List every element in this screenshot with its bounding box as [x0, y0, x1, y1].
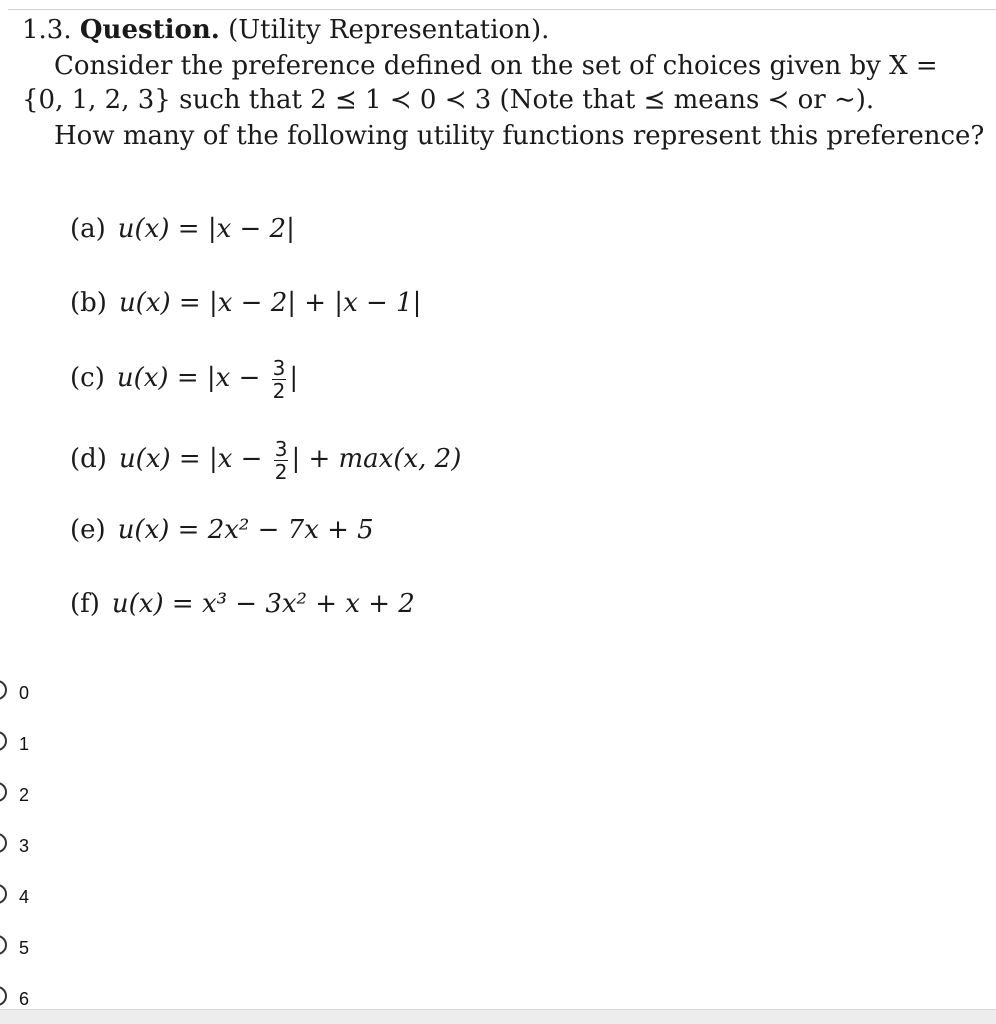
- option-expression: |x − 2| + |x − 1|: [208, 288, 422, 318]
- option-label: (d): [70, 444, 107, 474]
- option-expression: 2x² − 7x + 5: [207, 515, 374, 545]
- answer-choice-3[interactable]: [0, 825, 200, 865]
- option-expression-post: |: [289, 363, 299, 393]
- answer-label[interactable]: 2: [19, 785, 30, 805]
- answer-label[interactable]: 5: [19, 938, 30, 958]
- answer-label[interactable]: 6: [19, 989, 30, 1009]
- fraction-numerator: 3: [274, 436, 288, 461]
- radio-button[interactable]: [0, 680, 7, 700]
- question-number: 1.3.: [22, 15, 72, 45]
- answer-choice-1[interactable]: [0, 723, 200, 763]
- radio-button[interactable]: [0, 935, 7, 955]
- option-lhs: u(x) =: [118, 288, 209, 318]
- answer-label[interactable]: 1: [19, 734, 30, 754]
- option-lhs: u(x) =: [117, 515, 208, 545]
- option-expression: x³ − 3x² + x + 2: [201, 589, 415, 619]
- answer-choice-5[interactable]: [0, 927, 200, 967]
- option-label: (e): [70, 515, 106, 545]
- answer-label[interactable]: 0: [19, 683, 30, 703]
- question-subtitle: (Utility Representation).: [228, 15, 550, 45]
- option-d: [70, 436, 462, 484]
- option-a: [70, 207, 295, 251]
- question-title: Question.: [79, 15, 220, 45]
- answer-choice-0[interactable]: [0, 672, 200, 712]
- option-lhs: u(x) =: [117, 214, 208, 244]
- option-expression-pre: |x −: [208, 444, 271, 474]
- question-text-line-3: How many of the following utility functions represent this preference?: [54, 121, 985, 151]
- radio-button[interactable]: [0, 731, 7, 751]
- question-text-line-2: {0, 1, 2, 3} such that 2 ⪯ 1 ≺ 0 ≺ 3 (Note that ⪯ means ≺ or ∼).: [22, 85, 875, 115]
- answer-label[interactable]: 3: [19, 836, 30, 856]
- fraction-numerator: 3: [272, 355, 286, 380]
- option-b: [70, 281, 421, 325]
- top-divider: [8, 9, 996, 10]
- option-expression-post: | + max(x, 2): [291, 444, 462, 474]
- option-e: [70, 508, 374, 552]
- bottom-scroll-bar: [0, 1009, 996, 1024]
- question-heading: [22, 12, 549, 48]
- fraction: [272, 357, 287, 402]
- fraction: [274, 438, 289, 483]
- radio-button[interactable]: [0, 986, 7, 1006]
- option-expression: |x − 2|: [207, 214, 295, 244]
- option-f: [70, 582, 415, 626]
- option-c: [70, 355, 299, 403]
- option-lhs: u(x) =: [118, 444, 209, 474]
- option-lhs: u(x) =: [111, 589, 202, 619]
- answer-label[interactable]: 4: [19, 887, 30, 907]
- option-label: (f): [70, 589, 100, 619]
- question-text-line-1: Consider the preference defined on the set of choices given by X =: [54, 51, 938, 81]
- option-expression-pre: |x −: [206, 363, 269, 393]
- fraction-denominator: 2: [274, 459, 288, 484]
- answer-choice-2[interactable]: [0, 774, 200, 814]
- radio-button[interactable]: [0, 782, 7, 802]
- radio-button[interactable]: [0, 884, 7, 904]
- option-lhs: u(x) =: [116, 363, 207, 393]
- radio-button[interactable]: [0, 833, 7, 853]
- option-label: (b): [70, 288, 107, 318]
- answer-choice-4[interactable]: [0, 876, 200, 916]
- option-label: (c): [70, 363, 105, 393]
- option-label: (a): [70, 214, 106, 244]
- fraction-denominator: 2: [272, 378, 286, 403]
